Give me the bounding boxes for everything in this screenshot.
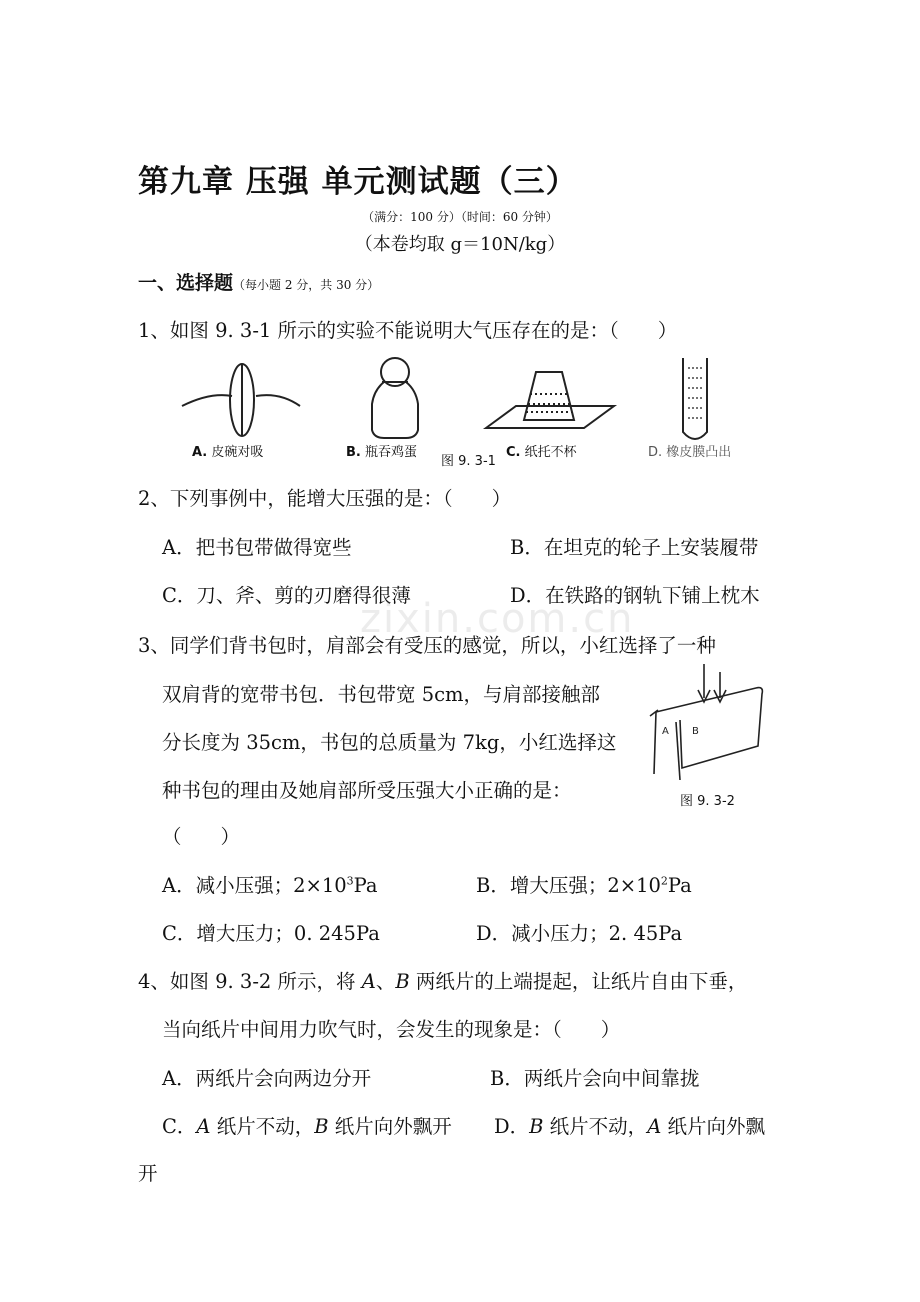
- q4-line1-b: B: [395, 970, 410, 993]
- q3-line3: 分长度为 35cm，书包的总质量为 7kg，小红选择这: [162, 731, 617, 754]
- q3-line1: 3、同学们背书包时，肩部会有受压的感觉，所以，小红选择了一种: [138, 634, 716, 657]
- q3-line2: 双肩背的宽带书包．书包带宽 5cm，与肩部接触部: [162, 683, 601, 706]
- q4-line1-a: A: [361, 970, 376, 993]
- q4-option-c-end: 纸片向外飘开: [328, 1115, 452, 1138]
- figure-9-3-2-label: 图 9. 3-2: [680, 794, 735, 809]
- caption-d: D. 橡皮膜凸出: [648, 445, 732, 460]
- paper-b-label: B: [692, 726, 699, 737]
- q3-option-b-unit: Pa: [667, 874, 692, 897]
- paper-cup-drawing: [486, 372, 614, 428]
- score-time-info: （满分：100 分）（时间：60 分钟）: [362, 210, 558, 224]
- caption-c-text: 纸托不杯: [524, 445, 577, 460]
- caption-b: [346, 441, 417, 460]
- q3-option-a-exponent: 3: [346, 874, 354, 888]
- q4-option-c-letter: C．: [162, 1115, 197, 1138]
- q4-option-c-mid: 纸片不动，: [210, 1115, 315, 1138]
- q4-option-d-wrap: 开: [138, 1162, 158, 1185]
- q4-option-d: [494, 1111, 765, 1139]
- gravity-note: （本卷均取 g＝10N/kg）: [354, 234, 566, 255]
- section-title: 一、选择题: [138, 272, 234, 294]
- q3-option-a-unit: Pa: [353, 874, 378, 897]
- q4-option-c-b: B: [314, 1115, 329, 1138]
- figure-9-3-2: [646, 664, 766, 784]
- q4-line1-sep: 、: [375, 970, 396, 993]
- q3-option-a: [162, 870, 378, 898]
- q4-option-c: [162, 1111, 452, 1139]
- caption-c: [506, 441, 577, 460]
- section-note: （每小题 2 分，共 30 分）: [233, 278, 380, 292]
- q3-option-d: D．减小压力；2. 45Pa: [476, 922, 683, 945]
- q3-option-b-exponent: 2: [660, 874, 668, 888]
- q1-stem: 1、如图 9. 3-1 所示的实验不能说明大气压存在的是：（ ）: [138, 319, 678, 342]
- q3-option-a-text: A．减小压强；2×10: [162, 874, 347, 897]
- q4-line1: [138, 966, 747, 994]
- q4-line1-end: 两纸片的上端提起，让纸片自由下垂，: [409, 970, 748, 993]
- figure-9-3-1-label: 图 9. 3-1: [441, 454, 496, 469]
- q2-option-c: C．刀、斧、剪的刃磨得很薄: [162, 584, 411, 607]
- q3-option-b-text: B．增大压强；2×10: [476, 874, 661, 897]
- q3-bracket: （ ）: [162, 825, 241, 848]
- watermark: zixin.com.cn: [360, 596, 635, 642]
- caption-a-text: 皮碗对吸: [211, 445, 264, 460]
- q4-option-a: A．两纸片会向两边分开: [162, 1067, 372, 1090]
- q4-line2: 当向纸片中间用力吹气时，会发生的现象是：（ ）: [162, 1018, 621, 1041]
- q2-option-d: D．在铁路的钢轨下铺上枕木: [510, 584, 760, 607]
- caption-b-text: 瓶吞鸡蛋: [365, 445, 418, 460]
- q4-option-d-b: B: [529, 1115, 544, 1138]
- q4-option-d-end: 纸片向外飘: [661, 1115, 765, 1138]
- q4-option-b: B．两纸片会向中间靠拢: [490, 1067, 700, 1090]
- caption-a-letter: A.: [192, 445, 208, 460]
- caption-a: [192, 441, 263, 460]
- q4-option-d-letter: D．: [494, 1115, 530, 1138]
- q3-line4: 种书包的理由及她肩部所受压强大小正确的是：: [162, 779, 572, 802]
- q4-option-c-a: A: [196, 1115, 211, 1138]
- q2-option-b: B．在坦克的轮子上安装履带: [510, 536, 759, 559]
- bottle-egg-drawing: [372, 358, 418, 438]
- caption-c-letter: C.: [506, 445, 521, 460]
- section-heading: [138, 268, 379, 295]
- q4-option-d-a: A: [647, 1115, 662, 1138]
- rubber-membrane-drawing: [683, 358, 707, 439]
- page-title: 第九章 压强 单元测试题（三）: [138, 164, 578, 200]
- q2-stem: 2、下列事例中，能增大压强的是：（ ）: [138, 487, 512, 510]
- suction-cups-drawing: [182, 364, 300, 436]
- q4-option-d-mid: 纸片不动，: [543, 1115, 648, 1138]
- q4-line1-start: 4、如图 9. 3-2 所示，将: [138, 970, 362, 993]
- paper-a-label: A: [662, 726, 669, 737]
- q2-option-a: A．把书包带做得宽些: [162, 536, 352, 559]
- caption-b-letter: B.: [346, 445, 361, 460]
- q3-option-c: C．增大压力；0. 245Pa: [162, 922, 380, 945]
- q3-option-b: [476, 870, 692, 898]
